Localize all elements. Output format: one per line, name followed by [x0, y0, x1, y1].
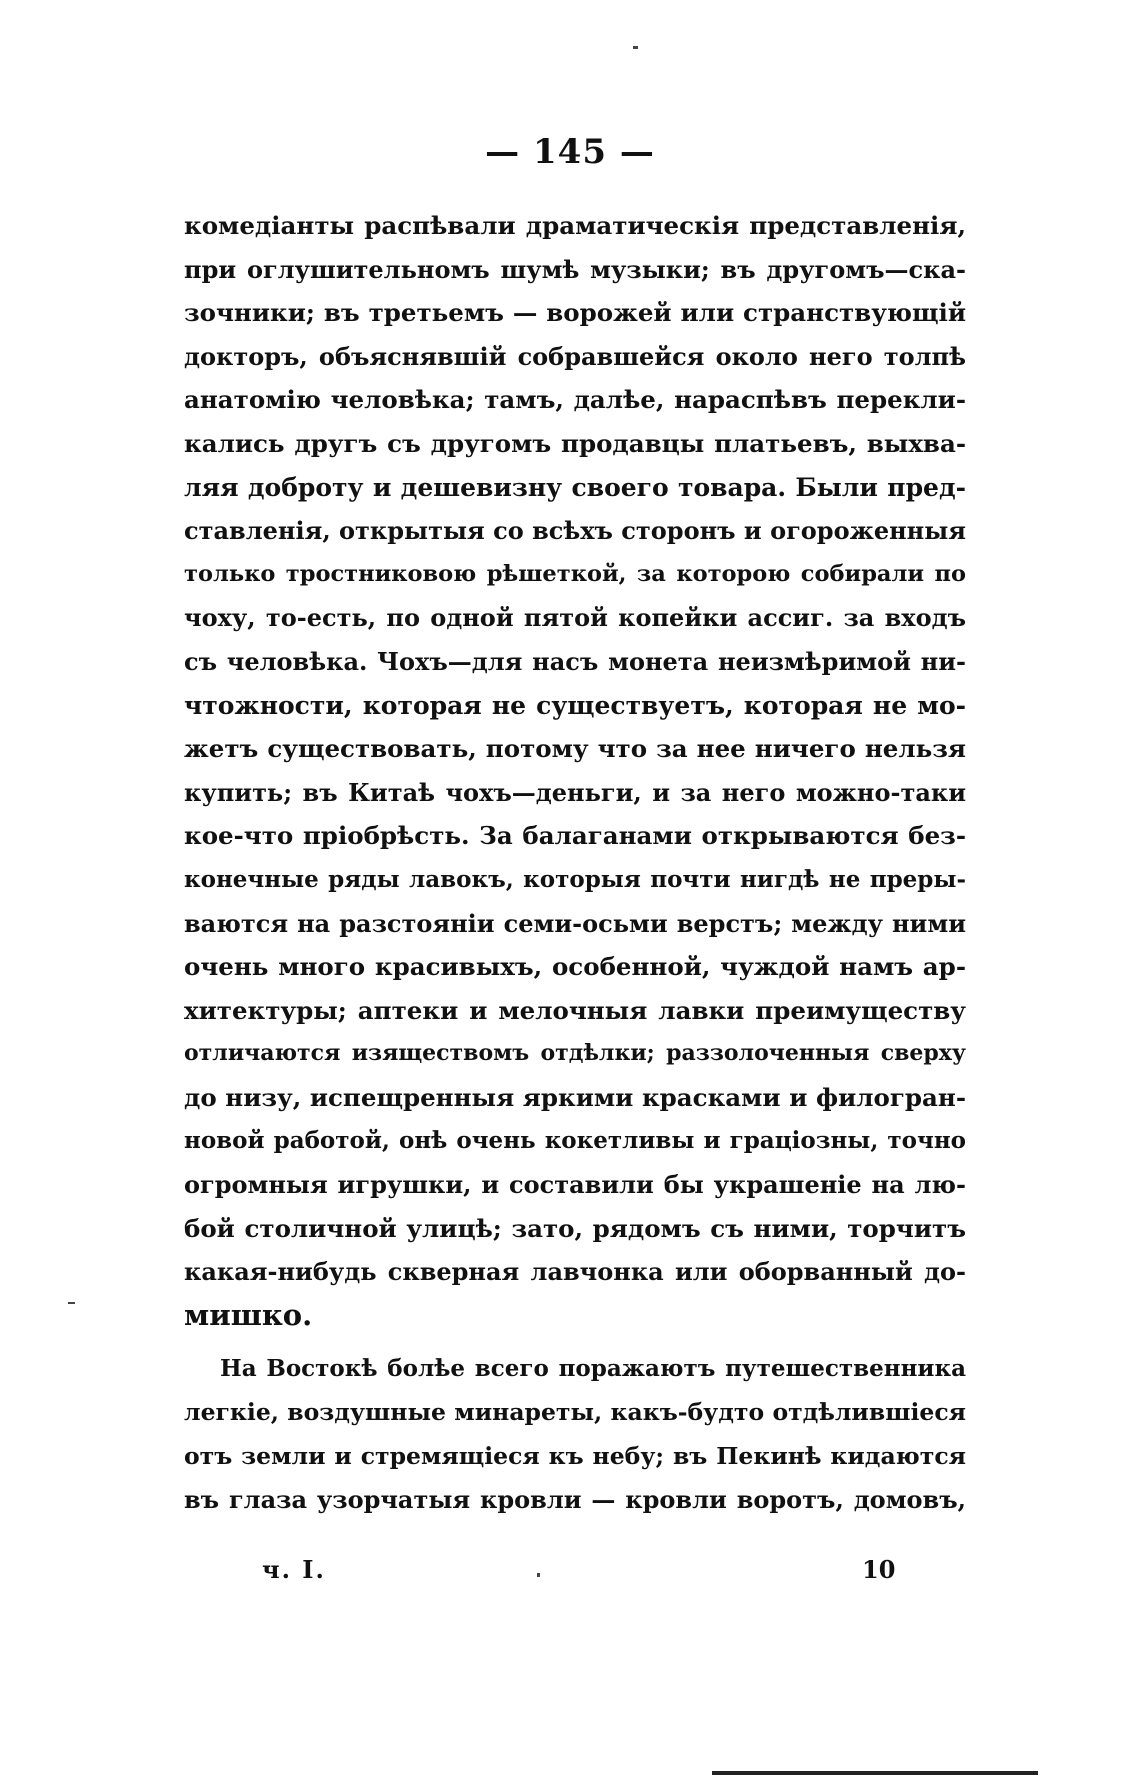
print-speck	[68, 1302, 75, 1304]
print-speck	[633, 46, 638, 49]
text-line: только тростниковою рѣшеткой, за которою собирали по	[184, 560, 966, 587]
text-line: жетъ существовать, потому что за нее ничего нельзя	[184, 734, 966, 764]
print-speck	[537, 1573, 540, 1577]
text-line: съ человѣка. Чохъ—для насъ монета неизмѣримой ни-	[184, 646, 966, 676]
sheet-number: 10	[862, 1555, 896, 1584]
text-line: мишко.	[184, 1297, 313, 1332]
text-line: отъ земли и стремящіеся къ небу; въ Пекинѣ кидаются	[184, 1441, 966, 1470]
text-line: чоху, то-есть, по одной пятой копейки ассиг. за входъ	[184, 603, 966, 633]
text-line: очень много красивыхъ, особенной, чуждой намъ ар-	[184, 952, 966, 982]
signature-mark: ч. I.	[262, 1555, 326, 1584]
text-line: новой работой, онѣ очень кокетливы и граціозны, точно	[184, 1127, 966, 1155]
text-line: ставленія, открытыя со всѣхъ сторонъ и огороженныя	[184, 516, 966, 546]
text-line: купить; въ Китаѣ чохъ—деньги, и за него можно-таки	[184, 777, 966, 807]
text-line: кое-что пріобрѣсть. За балаганами открываются без-	[184, 821, 966, 851]
text-line: хитектуры; аптеки и мелочныя лавки преимуществу	[184, 995, 966, 1025]
text-line: ляя доброту и дешевизну своего товара. Были пред-	[184, 472, 966, 502]
text-line: какая-нибудь скверная лавчонка или оборванный до-	[184, 1257, 966, 1287]
text-line: На Востокѣ болѣе всего поражаютъ путешественника	[220, 1355, 966, 1383]
text-line: легкіе, воздушные минареты, какъ-будто отдѣлившіеся	[184, 1398, 966, 1427]
text-line: въ глаза узорчатыя кровли — кровли воротъ, домовъ,	[184, 1485, 966, 1515]
text-line: до низу, испещренныя яркими красками и филогран-	[184, 1082, 966, 1112]
paragraph-gap	[184, 1337, 966, 1347]
text-line: конечные ряды лавокъ, которыя почти нигдѣ не преры-	[184, 865, 966, 893]
text-line: огромныя игрушки, и составили бы украшеніе на лю-	[184, 1170, 966, 1200]
paragraph-2	[184, 1347, 966, 1521]
text-line: докторъ, объяснявшій собравшейся около него толпѣ	[184, 341, 966, 371]
page-footer	[0, 1555, 1140, 1595]
text-line: чтожности, которая не существуетъ, которая не мо-	[184, 690, 966, 720]
text-line: анатомію человѣка; тамъ, далѣе, нараспѣвъ перекли-	[184, 385, 966, 415]
text-line: ваются на разстояніи семи-осьми верстъ; между ними	[184, 908, 966, 938]
text-line: комедіанты распѣвали драматическія представленія,	[184, 211, 966, 240]
text-line: бой столичной улицѣ; зато, рядомъ съ ними, торчитъ	[184, 1213, 966, 1243]
text-line: кались другъ съ другомъ продавцы платьевъ, выхва-	[184, 428, 966, 458]
body-text	[184, 204, 966, 1522]
paragraph-1	[184, 204, 966, 1337]
text-line: при оглушительномъ шумѣ музыки; въ другомъ—ска-	[184, 254, 966, 284]
bottom-rule	[712, 1771, 1038, 1775]
page-number: — 145 —	[485, 132, 655, 172]
text-line: зочники; въ третьемъ — ворожей или странствующій	[184, 298, 966, 328]
text-line: отличаются изяществомъ отдѣлки; раззолоченныя сверху	[184, 1040, 966, 1067]
